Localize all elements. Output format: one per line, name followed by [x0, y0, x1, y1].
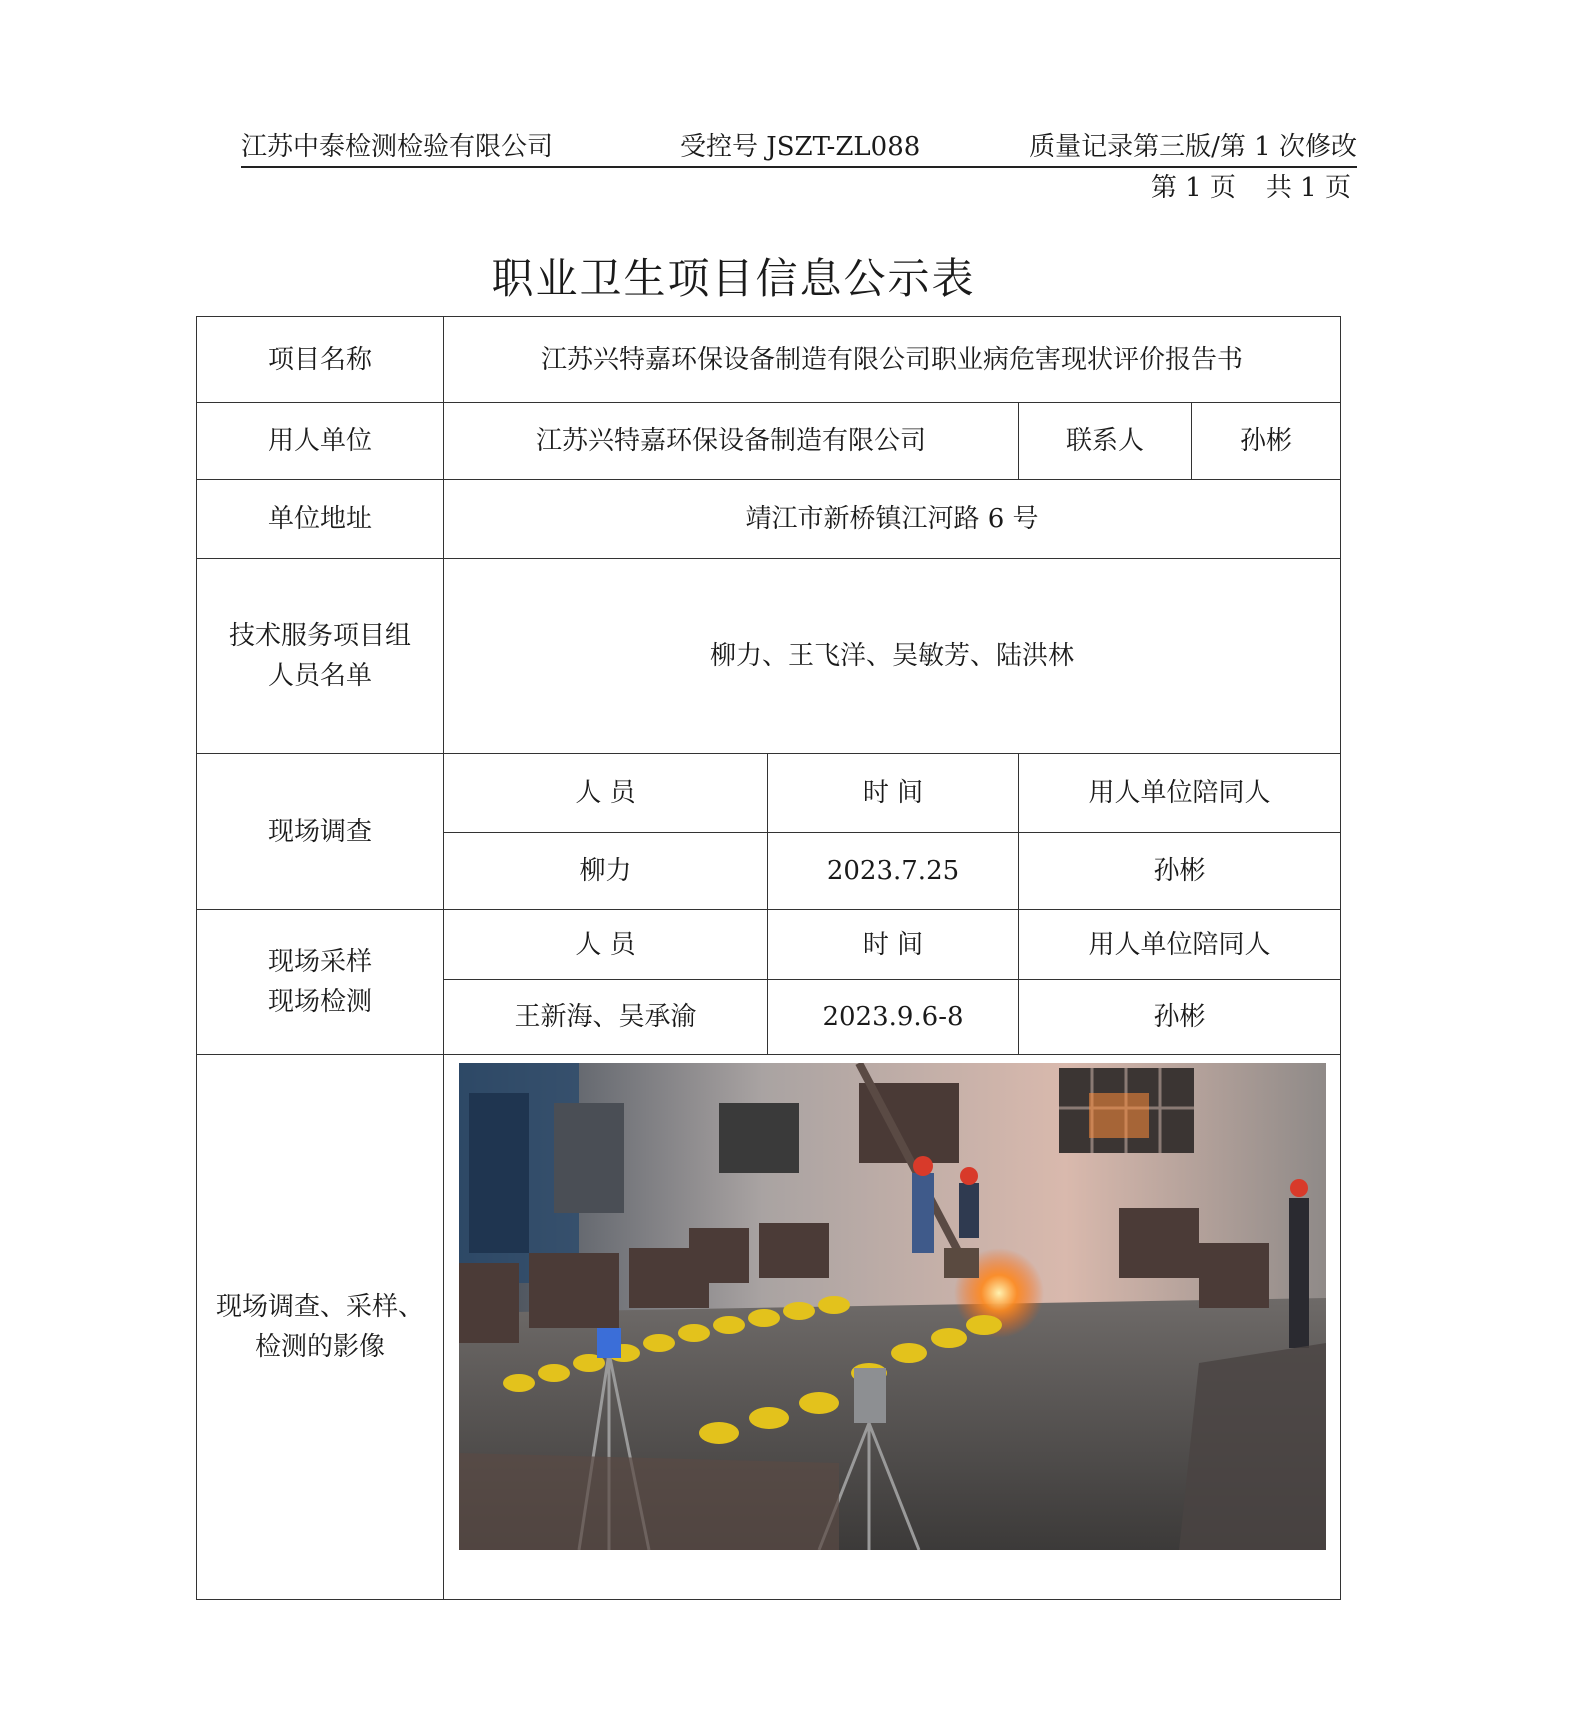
- contact-value: 孙彬: [1192, 403, 1341, 480]
- sampling-person: 王新海、吴承渝: [444, 980, 768, 1055]
- photo-cell: [444, 1055, 1341, 1600]
- sampling-label: [197, 910, 444, 1055]
- header-company: 江苏中泰检测检验有限公司: [241, 132, 554, 162]
- survey-person: 柳力: [444, 833, 768, 910]
- page-current: 第 1 页: [1150, 173, 1236, 203]
- document-title: 职业卫生项目信息公示表: [491, 254, 976, 303]
- team-members: 柳力、王飞洋、吴敏芳、陆洪林: [444, 559, 1341, 754]
- team-label-line1: 技术服务项目组: [228, 621, 411, 651]
- info-table: [196, 316, 1341, 1600]
- survey-time: 2023.7.25: [768, 833, 1019, 910]
- row-team: [197, 559, 1341, 754]
- header-record-version: 质量记录第三版/第 1 次修改: [1029, 132, 1357, 162]
- sampling-label-line2: 现场检测: [267, 987, 372, 1017]
- row-sampling-header: [197, 910, 1341, 980]
- employer-label: 用人单位: [197, 403, 444, 480]
- survey-col-person: 人 员: [444, 754, 768, 833]
- photo-label-line1: 现场调查、采样、: [215, 1292, 424, 1322]
- row-address: [197, 480, 1341, 559]
- survey-col-time: 时 间: [768, 754, 1019, 833]
- row-survey-header: [197, 754, 1341, 833]
- team-label-line2: 人员名单: [267, 661, 372, 691]
- contact-label: 联系人: [1019, 403, 1192, 480]
- sampling-time: 2023.9.6-8: [768, 980, 1019, 1055]
- project-name-value: 江苏兴特嘉环保设备制造有限公司职业病危害现状评价报告书: [444, 317, 1341, 403]
- header-control-number: 受控号 JSZT-ZL088: [680, 132, 921, 162]
- row-project-name: [197, 317, 1341, 403]
- page-header: [241, 118, 1357, 168]
- survey-escort: 孙彬: [1019, 833, 1341, 910]
- sampling-col-person: 人 员: [444, 910, 768, 980]
- sampling-label-line1: 现场采样: [267, 947, 372, 977]
- address-label: 单位地址: [197, 480, 444, 559]
- page-total: 共 1 页: [1265, 173, 1351, 203]
- employer-value: 江苏兴特嘉环保设备制造有限公司: [444, 403, 1019, 480]
- photo-label-line2: 检测的影像: [254, 1332, 385, 1362]
- project-name-label: 项目名称: [197, 317, 444, 403]
- sampling-escort: 孙彬: [1019, 980, 1341, 1055]
- site-photo: [459, 1063, 1326, 1550]
- survey-col-escort: 用人单位陪同人: [1019, 754, 1341, 833]
- survey-label: 现场调查: [197, 754, 444, 910]
- photo-label: [197, 1055, 444, 1600]
- row-photo: [197, 1055, 1341, 1600]
- address-value: 靖江市新桥镇江河路 6 号: [444, 480, 1341, 559]
- sampling-col-escort: 用人单位陪同人: [1019, 910, 1341, 980]
- team-label: [197, 559, 444, 754]
- page-info: [1121, 167, 1351, 204]
- row-employer: [197, 403, 1341, 480]
- sampling-col-time: 时 间: [768, 910, 1019, 980]
